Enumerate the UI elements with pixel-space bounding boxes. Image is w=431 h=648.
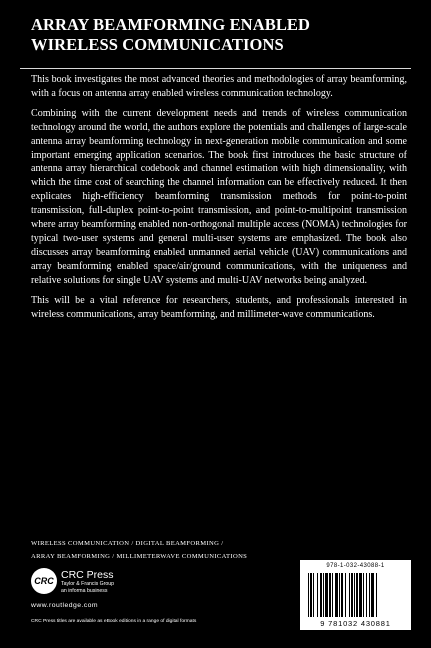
barcode-bar xyxy=(317,573,318,617)
barcode-bar xyxy=(325,573,328,617)
barcode-bar xyxy=(356,573,358,617)
description-paragraph-3: This will be a vital reference for researchers, students, and professionals interested in wireless communications, array beamforming, and millimeter-wave communications. xyxy=(31,294,407,320)
barcode-bar xyxy=(320,573,322,617)
barcode-bar xyxy=(332,573,333,617)
title-line-2: WIRELESS COMMUNICATIONS xyxy=(31,35,284,54)
barcode-bar xyxy=(354,573,355,617)
barcode-bar xyxy=(323,573,324,617)
ebook-note: CRC Press titles are available as eBook editions in a range of digital formats xyxy=(31,619,197,624)
barcode-bar xyxy=(313,573,314,617)
barcode-bar xyxy=(345,573,346,617)
barcode-bar xyxy=(351,573,353,617)
title-divider xyxy=(20,68,411,69)
barcode-bar xyxy=(359,573,362,617)
description-paragraph-2: Combining with the current development needs and trends of wireless communication technology around the world, the authors explore the potentials and challenges of large-scale antenna array beamforming technology in next-generation mobile communication and some important emerging application scenarios. The book first introduces the basic structure of antenna array hierarchical codebook and channel estimation with high dimensionality, with which the time cost of searching the channel information can be effectively reduced. It then explicates high-efficiency beamforming transmission methods for point-to-point transmission, full-duplex point-to-point transmission, and point-to-multipoint transmission where array beamforming enabled non-orthogonal multiple access (NOMA) technologies for typical two-user systems and general multi-user systems are emphasized. The book also discusses array beamforming enabled unmanned aerial vehicle (UAV) communications and array beamforming enabled space/air/ground communications, with the uniqueness and relative solutions for single UAV systems and multi-UAV networks being analyzed. xyxy=(31,107,407,286)
barcode-bar xyxy=(308,573,309,617)
publisher-imprint: an informa business xyxy=(61,588,108,594)
isbn-number: 978-1-032-43088-1 xyxy=(326,563,385,569)
keywords-line-1: WIRELESS COMMUNICATION / DIGITAL BEAMFORMING / xyxy=(31,540,224,547)
barcode-bar xyxy=(329,573,331,617)
publisher-text xyxy=(61,569,181,595)
description-paragraph-1: This book investigates the most advanced theories and methodologies of array beamforming, with a focus on antenna array enabled wireless communication technology. xyxy=(31,74,407,99)
book-description xyxy=(31,73,407,327)
publisher-website: www.routledge.com xyxy=(31,602,98,609)
barcode-bar xyxy=(335,573,338,617)
barcode-bar xyxy=(349,573,350,617)
barcode-bar xyxy=(369,573,370,617)
barcode-bar xyxy=(376,573,377,617)
barcode-bar xyxy=(366,573,367,617)
isbn-barcode xyxy=(300,560,411,630)
publisher-group: Taylor & Francis Group xyxy=(61,581,115,587)
keywords-line-2: ARRAY BEAMFORMING / MILLIMETERWAVE COMMUNICATIONS xyxy=(31,552,248,560)
barcode-bar xyxy=(339,573,340,617)
barcode-bar xyxy=(371,573,374,617)
barcode-bar xyxy=(363,573,364,617)
barcode-digits: 9 781032 430881 xyxy=(320,619,391,628)
barcode-bars xyxy=(306,573,405,617)
title-line-1: ARRAY BEAMFORMING ENABLED xyxy=(31,15,311,34)
barcode-bar xyxy=(310,573,312,617)
barcode-bar xyxy=(341,573,343,617)
book-title xyxy=(31,15,411,55)
crc-logo-icon: CRC xyxy=(31,568,57,594)
publisher-name: CRC Press xyxy=(61,569,114,581)
